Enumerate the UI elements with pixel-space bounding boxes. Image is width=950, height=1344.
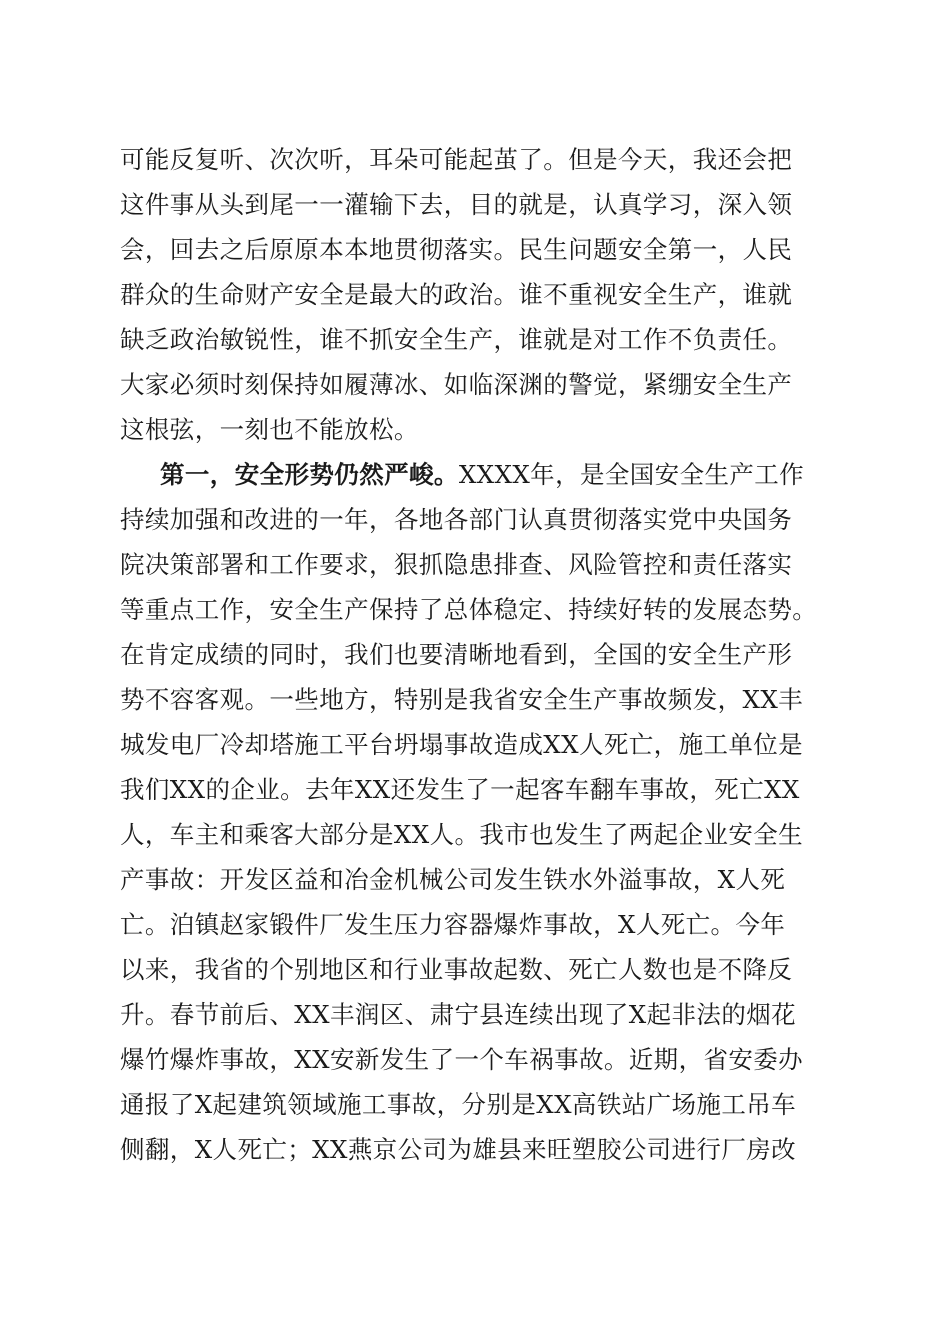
paragraph-2-line: 等重点工作，安全生产保持了总体稳定、持续好转的发展态势。 <box>120 595 818 624</box>
paragraph-2-line: 在肯定成绩的同时，我们也要清晰地看到，全国的安全生产形 <box>120 640 793 669</box>
paragraph-2-line: 亡。泊镇赵家锻件厂发生压力容器爆炸事故，X人死亡。今年 <box>120 910 786 939</box>
paragraph-2-first-line <box>160 457 804 493</box>
paragraph-2-line: 爆竹爆炸事故，XX安新发生了一个车祸事故。近期，省安委办 <box>120 1045 804 1074</box>
paragraph-1-line-6: 大家必须时刻保持如履薄冰、如临深渊的警觉，紧绷安全生产 <box>120 370 793 399</box>
paragraph-1-line-4: 群众的生命财产安全是最大的政治。谁不重视安全生产，谁就 <box>120 280 793 309</box>
paragraph-2-line: 以来，我省的个别地区和行业事故起数、死亡人数也是不降反 <box>120 955 793 984</box>
paragraph-2-line: 升。春节前后、XX丰润区、肃宁县连续出现了X起非法的烟花 <box>120 1000 797 1029</box>
paragraph-2-line: 我们XX的企业。去年XX还发生了一起客车翻车事故，死亡XX <box>120 775 800 804</box>
paragraph-2-line: 院决策部署和工作要求，狠抓隐患排查、风险管控和责任落实 <box>120 550 793 579</box>
section-heading: 第一，安全形势仍然严峻。 <box>160 460 459 489</box>
paragraph-1-line-1: 可能反复听、次次听，耳朵可能起茧了。但是今天，我还会把 <box>120 145 793 174</box>
paragraph-2-line: 通报了X起建筑领域施工事故，分别是XX高铁站广场施工吊车 <box>120 1090 797 1119</box>
paragraph-1-line-5: 缺乏政治敏锐性，谁不抓安全生产，谁就是对工作不负责任。 <box>120 325 793 354</box>
paragraph-2-line: 势不容客观。一些地方，特别是我省安全生产事故频发，XX丰 <box>120 685 804 714</box>
paragraph-2-line: 持续加强和改进的一年，各地各部门认真贯彻落实党中央国务 <box>120 505 793 534</box>
paragraph-1-line-3: 会，回去之后原原本本地贯彻落实。民生问题安全第一，人民 <box>120 235 793 264</box>
paragraph-2-line: 人，车主和乘客大部分是XX人。我市也发生了两起企业安全生 <box>120 820 804 849</box>
paragraph-2-first-line-rest: XXXX年，是全国安全生产工作 <box>458 460 805 489</box>
paragraph-2-line: 侧翻，X人死亡；XX燕京公司为雄县来旺塑胶公司进行厂房改 <box>120 1135 797 1164</box>
paragraph-2-line: 城发电厂冷却塔施工平台坍塌事故造成XX人死亡，施工单位是 <box>120 730 804 759</box>
paragraph-2-line: 产事故：开发区益和冶金机械公司发生铁水外溢事故，X人死 <box>120 865 786 894</box>
paragraph-1-line-2: 这件事从头到尾一一灌输下去，目的就是，认真学习，深入领 <box>120 190 793 219</box>
paragraph-1-line-7: 这根弦，一刻也不能放松。 <box>120 415 419 444</box>
